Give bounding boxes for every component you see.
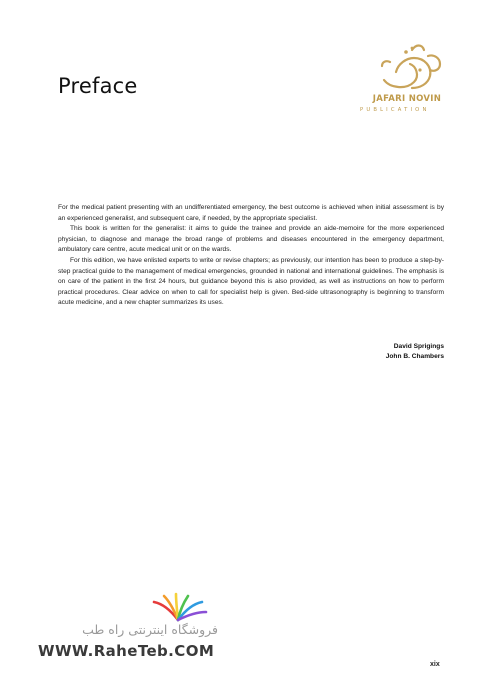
store-url: WWW.RaheTeb.COM	[38, 642, 215, 660]
book-fan-icon	[146, 592, 210, 622]
preface-paragraph: This book is written for the generalist: it aims to guide the trainee and provide an aide-memoire for the more experienced physician, to diagnose and manage the broad range of problems and diseases encountered in the emergency department, ambulatory care centre, acute medical unit or on the wards.	[58, 225, 444, 254]
author-signatures	[386, 342, 444, 362]
publisher-emblem-icon	[376, 42, 448, 94]
publisher-logo	[352, 42, 476, 120]
page-title: Preface	[58, 74, 138, 98]
store-watermark	[38, 592, 218, 662]
preface-body	[58, 203, 444, 309]
page-number: xix	[430, 661, 440, 668]
store-name-persian: فروشگاه اینترنتی راه طب	[82, 622, 218, 637]
author-name: John B. Chambers	[385, 353, 444, 361]
publisher-subtitle: PUBLICATION	[360, 107, 430, 113]
author-name: David Sprigings	[393, 343, 444, 350]
publisher-name: JAFARI NOVIN	[372, 94, 442, 104]
preface-paragraph: For the medical patient presenting with an undifferentiated emergency, the best outcome is achieved when initial assessment is by an experienced generalist, and subsequent care, if needed, by the appropriate specialist.	[58, 204, 444, 222]
preface-paragraph: For this edition, we have enlisted experts to write or revise chapters; as previously, our intention has been to produce a step-by-step practical guide to the management of medical emergencies, grounded in national and international guidelines. The emphasis is on care of the patient in the first 24 hours, but guidance beyond this is also provided, as well as instructions on how to perform practical procedures. Clear advice on when to call for specialist help is given. Bed-side ultrasonography is beginning to transform acute medicine, and a new chapter summarizes its uses.	[58, 256, 444, 307]
